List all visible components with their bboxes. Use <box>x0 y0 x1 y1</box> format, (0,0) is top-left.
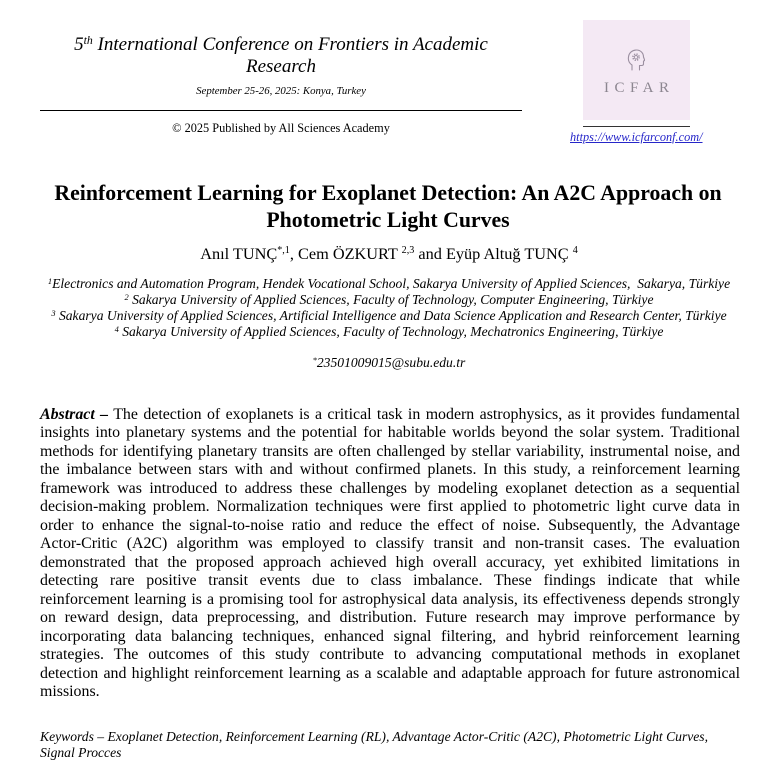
abstract-line: the imbalance between stars with and without confirmed planets. In this study, a reinforcement learning <box>40 461 740 479</box>
abstract-line: missions. <box>40 683 100 701</box>
abstract-line: strategies. The outcomes of this study contribute to advancing computational methods in exoplanet <box>40 646 740 664</box>
affiliation-text: Electronics and Automation Program, Hendek Vocational School, Sakarya University of Applied Sciences, Sakarya, Türkiye <box>52 276 731 291</box>
affiliation-mark: 1 <box>47 275 53 286</box>
affiliation-text: Sakarya University of Applied Sciences, Faculty of Technology, Mechatronics Engineering, Türkiye <box>122 324 664 339</box>
affiliation-item <box>40 276 738 292</box>
keywords <box>40 729 740 761</box>
abstract-line: methods for identifying planetary transits are often challenged by stellar variability, instrumental noise, and <box>40 442 740 460</box>
affiliation-mark: 4 <box>114 323 119 334</box>
abstract-line: insights into planetary systems and the potential for habitable worlds beyond the solar system. Traditional <box>40 424 740 442</box>
logo-text: ICFAR <box>603 80 675 96</box>
conference-title-line-2: Research <box>246 56 316 77</box>
keywords-label: Keywords – <box>40 729 105 744</box>
author-affiliation-mark: 4 <box>572 245 578 257</box>
abstract-label: Abstract – <box>40 405 109 423</box>
affiliation-item <box>40 292 738 308</box>
copyright-notice: © 2025 Published by All Sciences Academy <box>172 120 390 135</box>
affiliation-mark: 3 <box>51 307 56 318</box>
abstract-line: incorporating data balancing techniques, enhanced signal filtering, and hybrid reinforcement learning <box>40 627 740 645</box>
conference-name: International Conference on Frontiers in Academic <box>97 34 488 55</box>
logo-divider <box>583 126 690 127</box>
affiliation-item <box>40 324 738 340</box>
affiliation-text: Sakarya University of Applied Sciences, Faculty of Technology, Computer Engineering, Türkiye <box>132 292 654 307</box>
paper-title-line-2: Photometric Light Curves <box>266 207 510 232</box>
corresponding-mark: * <box>312 354 317 365</box>
abstract <box>40 406 740 702</box>
conference-dates-location: September 25-26, 2025: Konya, Turkey <box>196 84 366 97</box>
corresponding-email <box>40 355 738 371</box>
author-affiliation-mark: *,1 <box>277 245 290 257</box>
header-divider <box>40 110 522 111</box>
affiliation-item <box>40 308 738 324</box>
head-gear-icon <box>627 49 645 71</box>
author-affiliation-mark: 2,3 <box>401 245 415 257</box>
conference-website-link[interactable]: https://www.icfarconf.com/ <box>570 129 703 144</box>
abstract-line <box>40 406 740 425</box>
paper-title-line-1: Reinforcement Learning for Exoplanet Detection: An A2C Approach on <box>54 180 722 205</box>
abstract-text: The detection of exoplanets is a critical task in modern astrophysics, as it provides fundamental <box>113 405 740 423</box>
author-name: Anıl TUNÇ <box>200 243 278 263</box>
abstract-line: framework was introduced to address these challenges by modeling exoplanet detection as a sequential <box>40 479 740 497</box>
author-name: Eyüp Altuğ TUNÇ <box>445 243 569 263</box>
conference-logo <box>583 20 690 120</box>
affiliation-text: Sakarya University of Applied Sciences, Artificial Intelligence and Data Science Application and Research Center, Türkiye <box>58 308 727 323</box>
email-address: 23501009015@subu.edu.tr <box>316 355 466 370</box>
abstract-line: decision-making problem. Normalization techniques were first applied to photometric light curve data in <box>40 498 740 516</box>
keywords-text: Exoplanet Detection, Reinforcement Learning (RL), Advantage Actor-Critic (A2C), Photometric Light Curves, Signal Procces <box>40 729 708 760</box>
author-separator: and <box>414 243 446 263</box>
author-separator: , <box>289 243 298 263</box>
conference-number: 5 <box>74 34 84 55</box>
author-name: Cem ÖZKURT <box>298 243 398 263</box>
abstract-line: reinforcement learning is a promising tool for astrophysical data analysis, its effectiveness depends strongly <box>40 590 740 608</box>
abstract-line: order to enhance the signal-to-noise ratio and reduce the effect of noise. Subsequently, the Advantage <box>40 516 740 534</box>
affiliation-list <box>40 276 738 340</box>
conference-number-suffix: th <box>83 34 93 48</box>
paper-title <box>39 180 737 234</box>
abstract-line: detection and highlight reinforcement learning as a scalable and adaptable approach for future astronomical <box>40 664 740 682</box>
abstract-line: Actor-Critic (A2C) algorithm was employed to classify transit and non-transit cases. The evaluation <box>40 535 740 553</box>
abstract-line: demonstrated that the proposed approach achieved high overall accuracy, yet exhibited limitations in <box>40 553 740 571</box>
conference-title-line-1 <box>40 34 522 56</box>
abstract-line: detecting rare positive transit events due to class imbalance. These findings indicate that while <box>40 572 740 590</box>
abstract-line: on reward design, data preprocessing, and distribution. Future research may improve performance by <box>40 609 740 627</box>
affiliation-mark: 2 <box>124 291 129 302</box>
conference-title <box>40 34 522 78</box>
author-list <box>40 244 738 263</box>
